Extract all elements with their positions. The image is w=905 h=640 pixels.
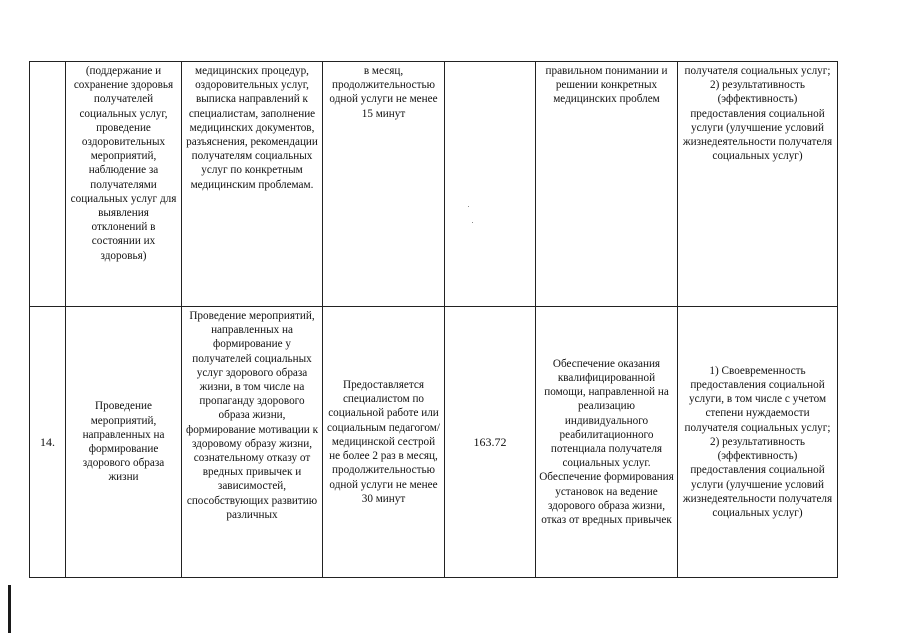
quality-indicators-cell: получателя социальных услуг; 2) результативность (эффективность) предоставления социальной услуги (улучшение условий жизнедеятельности получателя социальных услуг): [678, 62, 838, 307]
service-conditions-cell: правильном понимании и решении конкретных медицинских проблем: [536, 62, 678, 307]
service-conditions-cell: Обеспечение оказания квалифицированной помощи, направленной на реализацию индивидуального реабилитационного потенциала получателя социальных услуг. Обеспечение формирования установок на ведение здорового образа жизни, отказ от вредных привычек: [536, 307, 678, 578]
service-terms-cell: Предоставляется специалистом по социальной работе или социальным педагогом/ медицинской сестрой не более 2 раз в месяц, продолжительностью одной услуги не менее 30 минут: [323, 307, 445, 578]
tariff-cell: 163.72: [445, 307, 536, 578]
table-row: [30, 307, 838, 578]
scan-speck: [468, 206, 469, 207]
service-terms-cell: в месяц, продолжительностью одной услуги не менее 15 минут: [323, 62, 445, 307]
service-name-cell: (поддержание и сохранение здоровья получателей социальных услуг, проведение оздоровительных мероприятий, наблюдение за получателями социальных услуг для выявления отклонений в состоянии их здоровья): [66, 62, 182, 307]
service-content-cell: Проведение мероприятий, направленных на формирование у получателей социальных услуг здорового образа жизни, в том числе на пропаганду здорового образа жизни, формирование мотивации к здоровому образу жизни, сознательному отказу от вредных привычек и зависимостей, способствующих развитию различных: [182, 307, 323, 578]
scan-margin-mark: [8, 585, 11, 633]
tariff-cell: [445, 62, 536, 307]
services-table: [29, 61, 838, 578]
table-row: [30, 62, 838, 307]
row-number-cell: 14.: [30, 307, 66, 578]
scan-speck: [472, 222, 473, 223]
service-name-cell: Проведение мероприятий, направленных на формирование здорового образа жизни: [66, 307, 182, 578]
row-number-cell: [30, 62, 66, 307]
service-content-cell: медицинских процедур, оздоровительных услуг, выписка направлений к специалистам, заполнение медицинских документов, разъяснения, рекомендации получателям социальных услуг по конкретным медицинским проблемам.: [182, 62, 323, 307]
quality-indicators-cell: 1) Своевременность предоставления социальной услуги, в том числе с учетом степени нуждаемости получателя социальных услуг; 2) результативность (эффективность) предоставления социальной услуги (улучшение условий жизнедеятельности получателя социальных услуг): [678, 307, 838, 578]
